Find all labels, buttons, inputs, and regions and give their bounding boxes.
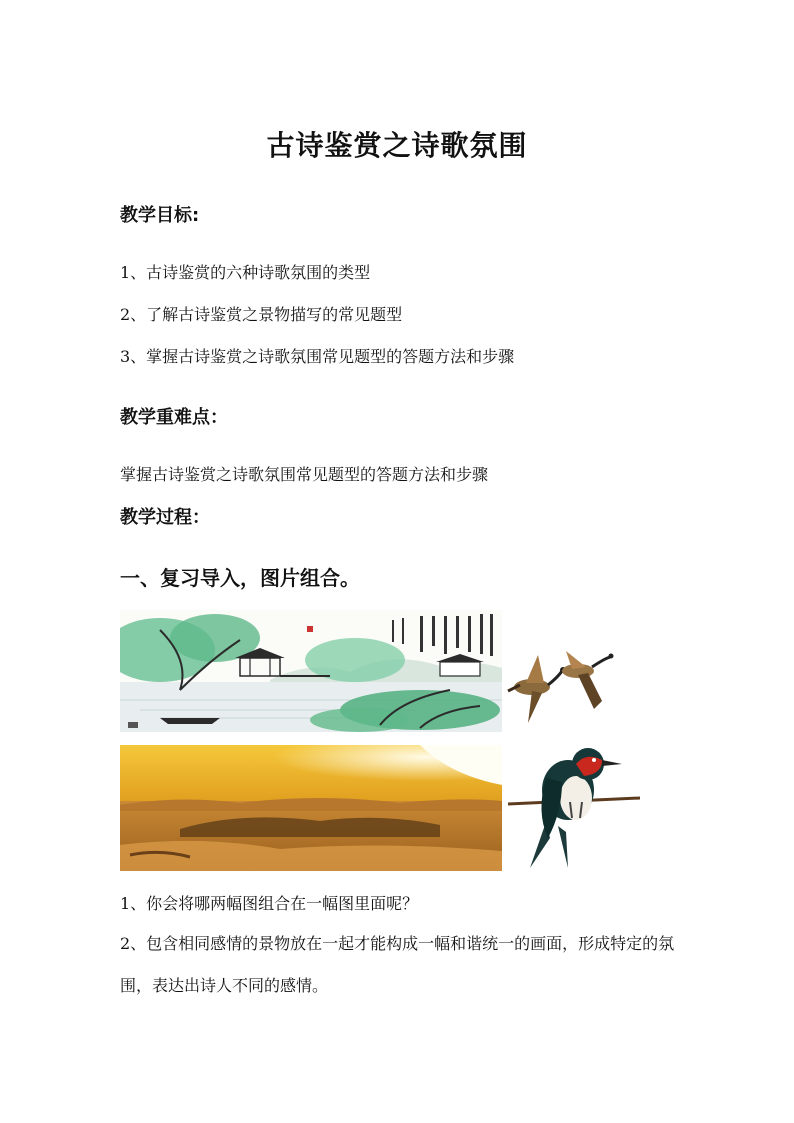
desert-image: [120, 745, 502, 871]
question-2: 2、包含相同感情的景物放在一起才能构成一幅和谐统一的画面，形成特定的氛围，表达出诗人不同的感情。: [120, 934, 675, 995]
objective-item: 1、古诗鉴赏的六种诗歌氛围的类型: [120, 263, 371, 282]
document-title: 古诗鉴赏之诗歌氛围: [266, 129, 528, 162]
section-heading: 一、复习导入，图片组合。: [120, 566, 360, 590]
key-points-heading: 教学重难点：: [120, 407, 228, 428]
objective-item: 3、掌握古诗鉴赏之诗歌氛围常见题型的答题方法和步骤: [120, 347, 515, 366]
process-heading: 教学过程：: [120, 507, 210, 528]
objective-item: 2、了解古诗鉴赏之景物描写的常见题型: [120, 305, 403, 324]
geese-image: [504, 645, 614, 731]
landscape-image: [120, 610, 502, 732]
key-points-text: 掌握古诗鉴赏之诗歌氛围常见题型的答题方法和步骤: [120, 465, 489, 484]
question-1: 1、你会将哪两幅图组合在一幅图里面呢？: [120, 894, 419, 913]
swallow-image: [506, 742, 642, 872]
objectives-heading: 教学目标:: [120, 205, 200, 226]
